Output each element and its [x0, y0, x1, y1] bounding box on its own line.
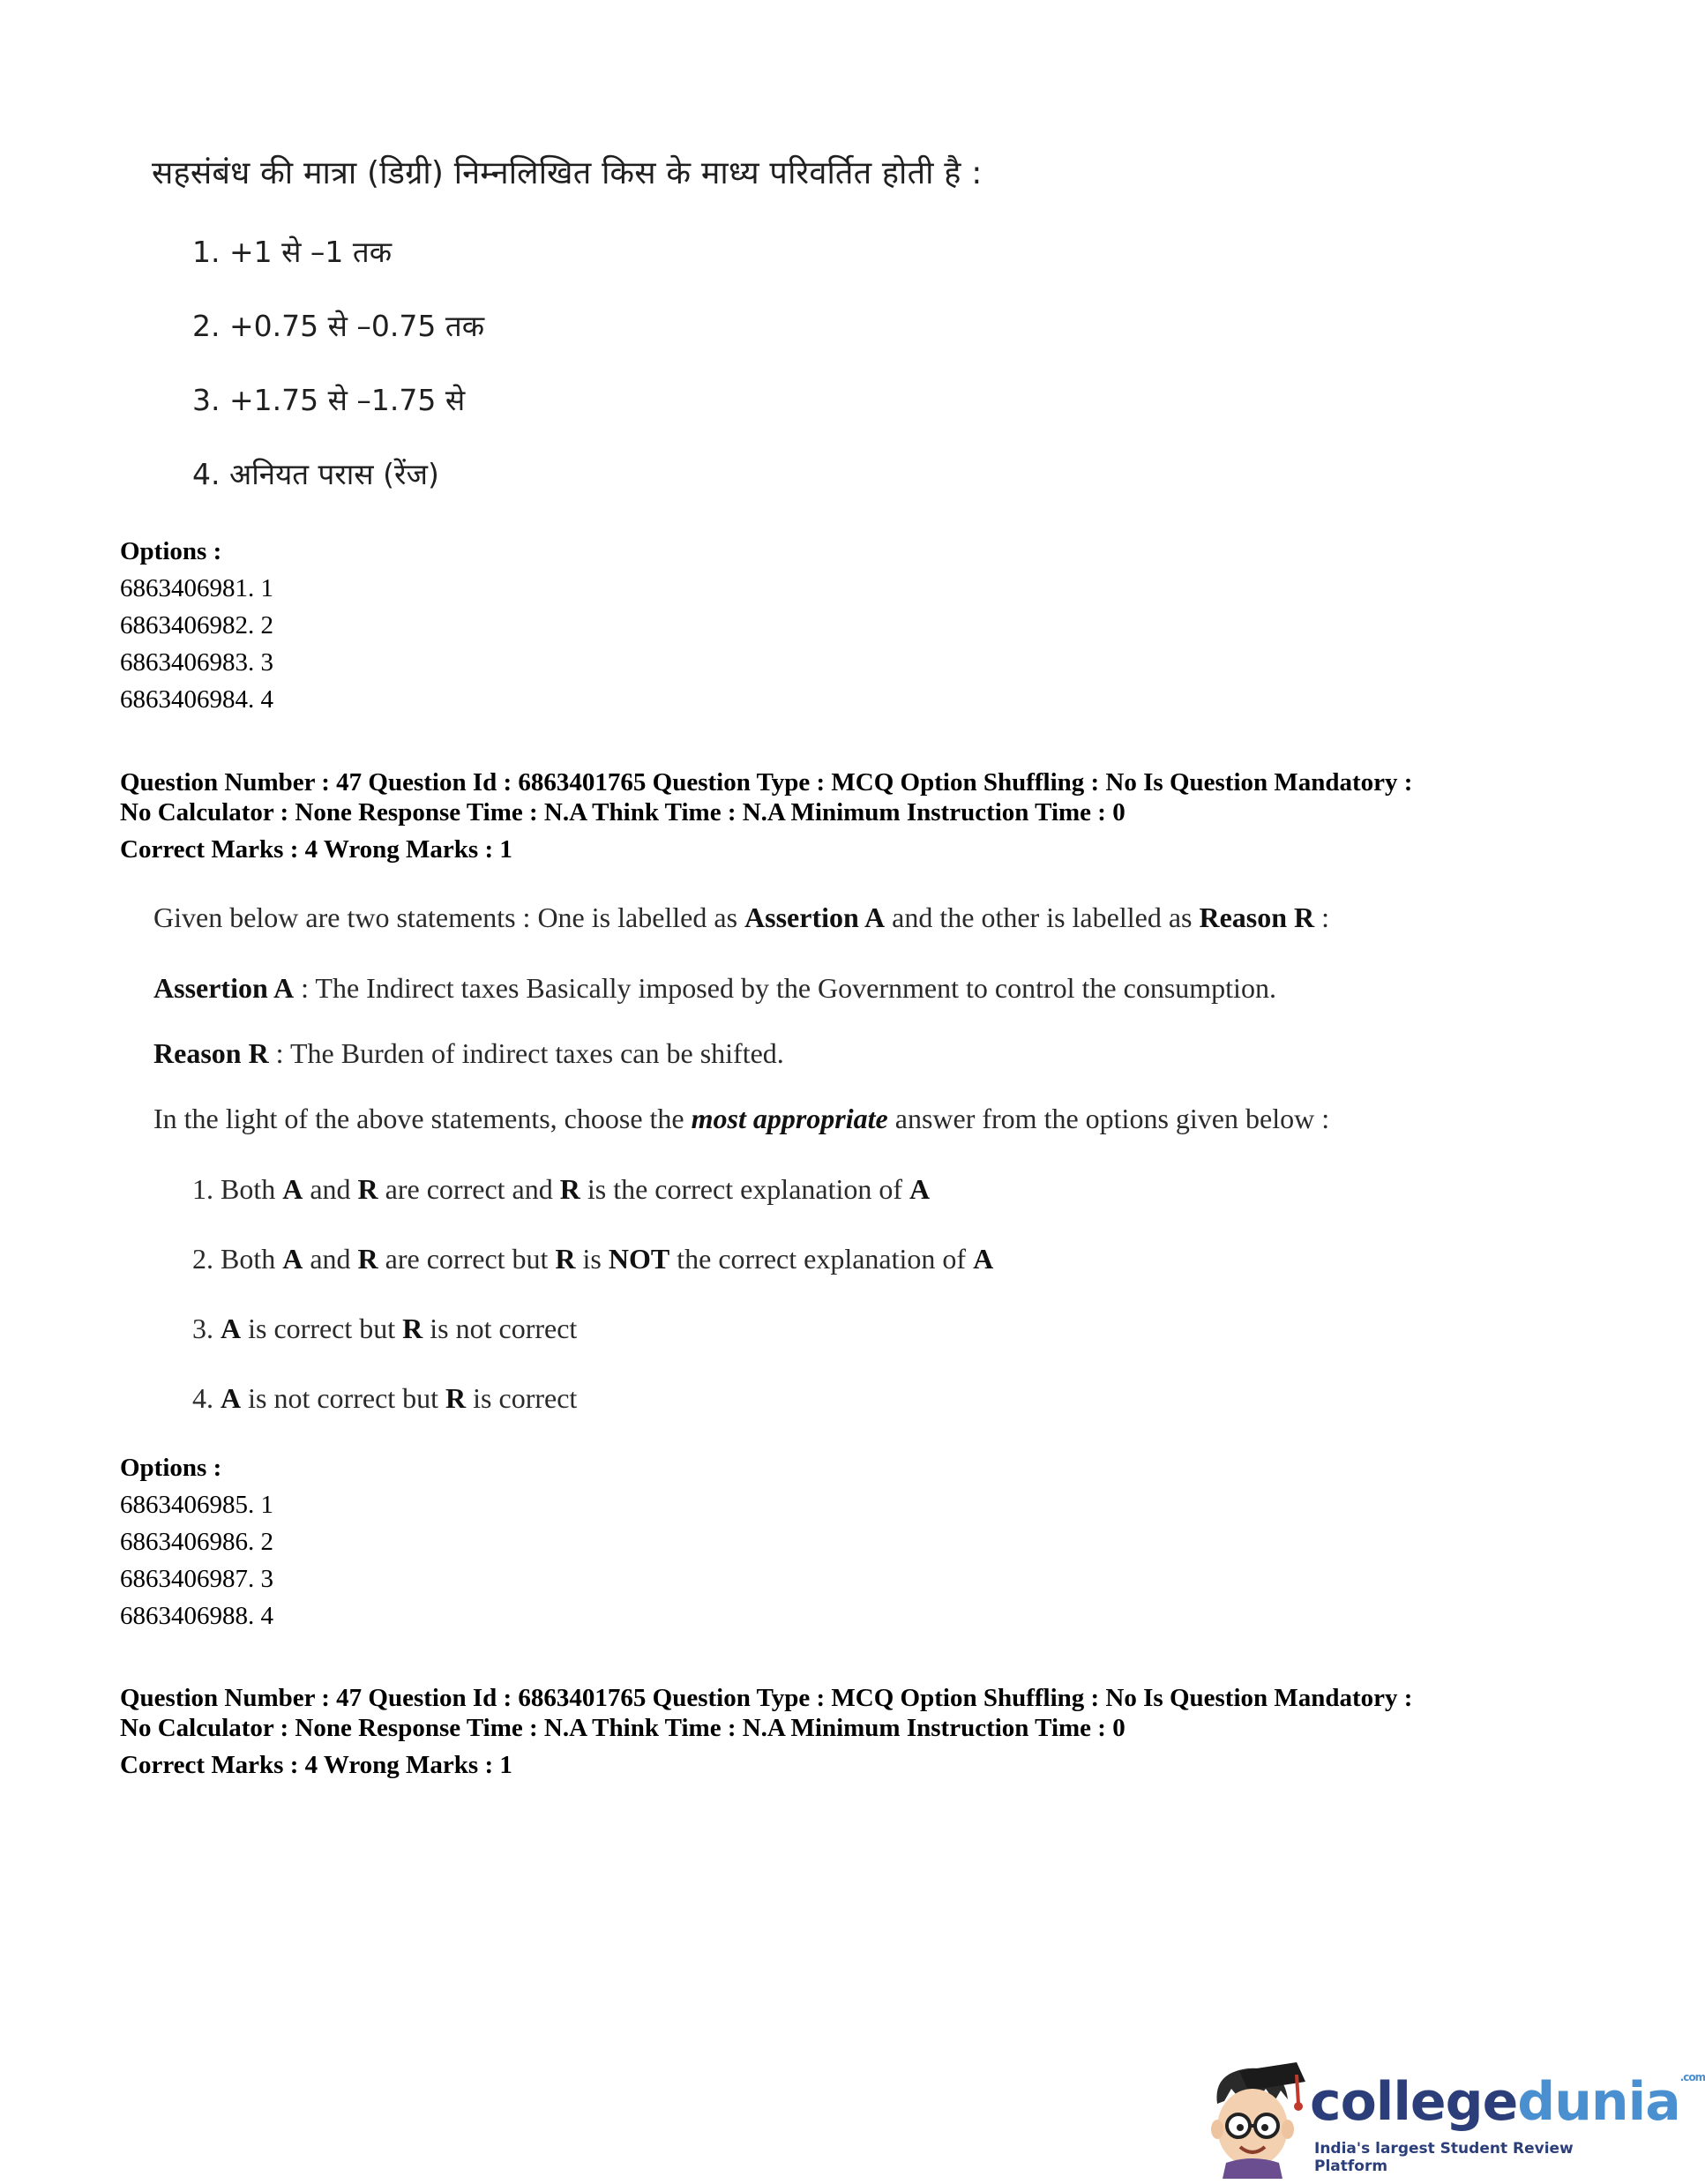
- collegedunia-logo: [1200, 2055, 1705, 2179]
- meta-line-1: Question Number : 47 Question Id : 6863401765 Question Type : MCQ Option Shuffling : No Is Question Mandatory :: [120, 768, 1413, 797]
- option-id: 6863406983. 3: [120, 648, 273, 677]
- choice-2: [192, 305, 484, 345]
- assertion-ref: Assertion A: [744, 901, 886, 933]
- choice-text: +1 से –1 तक: [229, 235, 393, 269]
- option-id: 6863406982. 2: [120, 611, 273, 639]
- choice-text: 4.: [192, 1382, 221, 1414]
- choice-bold: R: [445, 1382, 467, 1414]
- choice-bold: A: [909, 1173, 931, 1205]
- choice-text: is: [575, 1243, 609, 1275]
- choice-number: 1.: [192, 235, 221, 269]
- instruction-emphasis: most appropriate: [691, 1103, 888, 1134]
- question-meta: [120, 767, 1412, 864]
- reason-ref: Reason R: [1199, 901, 1315, 933]
- options-block: [120, 1449, 273, 1634]
- reason-text: : The Burden of indirect taxes can be shifted.: [268, 1037, 784, 1069]
- assertion-text: : The Indirect taxes Basically imposed by the Government to control the consumption.: [294, 972, 1276, 1004]
- meta-line-2: No Calculator : None Response Time : N.A Think Time : N.A Minimum Instruction Time : 0: [120, 1714, 1125, 1742]
- choice-text: 2. Both: [192, 1243, 283, 1275]
- choice-text: are correct but: [378, 1243, 556, 1275]
- choice-bold: R: [402, 1313, 423, 1344]
- choice-bold: A: [221, 1382, 242, 1414]
- meta-line-2: No Calculator : None Response Time : N.A Think Time : N.A Minimum Instruction Time : 0: [120, 798, 1125, 826]
- choice-text: the correct explanation of: [669, 1243, 974, 1275]
- choice-bold: R: [357, 1243, 378, 1275]
- options-label: Options :: [120, 537, 222, 565]
- question-meta: [120, 1683, 1412, 1780]
- reason-statement: [153, 1037, 784, 1070]
- logo-wordmark: [1310, 2071, 1705, 2133]
- choice-bold: R: [357, 1173, 378, 1205]
- instruction-text: answer from the options given below :: [887, 1103, 1330, 1134]
- choice-bold: A: [973, 1243, 994, 1275]
- choice-2: [192, 1243, 993, 1275]
- choice-number: 3.: [192, 383, 221, 417]
- choice-4: [192, 453, 439, 493]
- choice-text: is correct: [466, 1382, 578, 1414]
- choice-text: and: [303, 1173, 358, 1205]
- choice-text: 1. Both: [192, 1173, 283, 1205]
- choice-text: +0.75 से –0.75 तक: [229, 309, 485, 343]
- option-id: 6863406984. 4: [120, 685, 273, 714]
- intro-text: :: [1314, 901, 1330, 933]
- choice-text: is not correct but: [241, 1382, 446, 1414]
- intro-text: Given below are two statements : One is labelled as: [153, 901, 745, 933]
- choice-bold: R: [559, 1173, 580, 1205]
- logo-tagline: India's largest Student Review Platform: [1314, 2140, 1574, 2175]
- question-intro: [153, 901, 1329, 934]
- logo-dotcom: .com: [1679, 2071, 1705, 2083]
- choice-text: +1.75 से –1.75 से: [229, 383, 466, 417]
- meta-line-1: Question Number : 47 Question Id : 6863401765 Question Type : MCQ Option Shuffling : No Is Question Mandatory :: [120, 1684, 1413, 1712]
- intro-text: and the other is labelled as: [885, 901, 1200, 933]
- marks-line: Correct Marks : 4 Wrong Marks : 1: [120, 835, 512, 864]
- logo-word-college: college: [1310, 2071, 1518, 2133]
- choice-4: [192, 1382, 577, 1415]
- reason-label: Reason R: [153, 1037, 269, 1069]
- instruction: [153, 1103, 1329, 1135]
- choice-text: and: [303, 1243, 358, 1275]
- choice-text: is not correct: [423, 1313, 578, 1344]
- choice-bold: A: [282, 1243, 303, 1275]
- option-id: 6863406986. 2: [120, 1528, 273, 1556]
- option-id: 6863406985. 1: [120, 1491, 273, 1519]
- choice-text: 3.: [192, 1313, 221, 1344]
- choice-text: अनियत परास (रेंज): [229, 457, 439, 491]
- choice-bold: NOT: [608, 1243, 670, 1275]
- choice-bold: A: [282, 1173, 303, 1205]
- options-block: [120, 533, 273, 718]
- choice-text: are correct and: [378, 1173, 560, 1205]
- choice-1: [192, 1173, 930, 1206]
- choice-number: 4.: [192, 457, 221, 491]
- options-label: Options :: [120, 1454, 222, 1482]
- choice-text: is the correct explanation of: [580, 1173, 910, 1205]
- instruction-text: In the light of the above statements, choose the: [153, 1103, 692, 1134]
- student-mascot-icon: [1200, 2055, 1314, 2179]
- logo-word-dunia: dunia: [1517, 2071, 1680, 2133]
- option-id: 6863406987. 3: [120, 1565, 273, 1593]
- choice-3: [192, 379, 465, 419]
- choice-number: 2.: [192, 309, 221, 343]
- choice-text: is correct but: [241, 1313, 403, 1344]
- assertion-statement: [153, 972, 1276, 1005]
- choice-1: [192, 231, 392, 271]
- option-id: 6863406981. 1: [120, 574, 273, 602]
- choice-bold: R: [555, 1243, 576, 1275]
- choice-3: [192, 1313, 577, 1345]
- marks-line: Correct Marks : 4 Wrong Marks : 1: [120, 1751, 512, 1779]
- option-id: 6863406988. 4: [120, 1602, 273, 1630]
- choice-bold: A: [221, 1313, 242, 1344]
- assertion-label: Assertion A: [153, 972, 295, 1004]
- question-stem-hindi: सहसंबंध की मात्रा (डिग्री) निम्नलिखित किस के माध्य परिवर्तित होती है :: [152, 155, 983, 191]
